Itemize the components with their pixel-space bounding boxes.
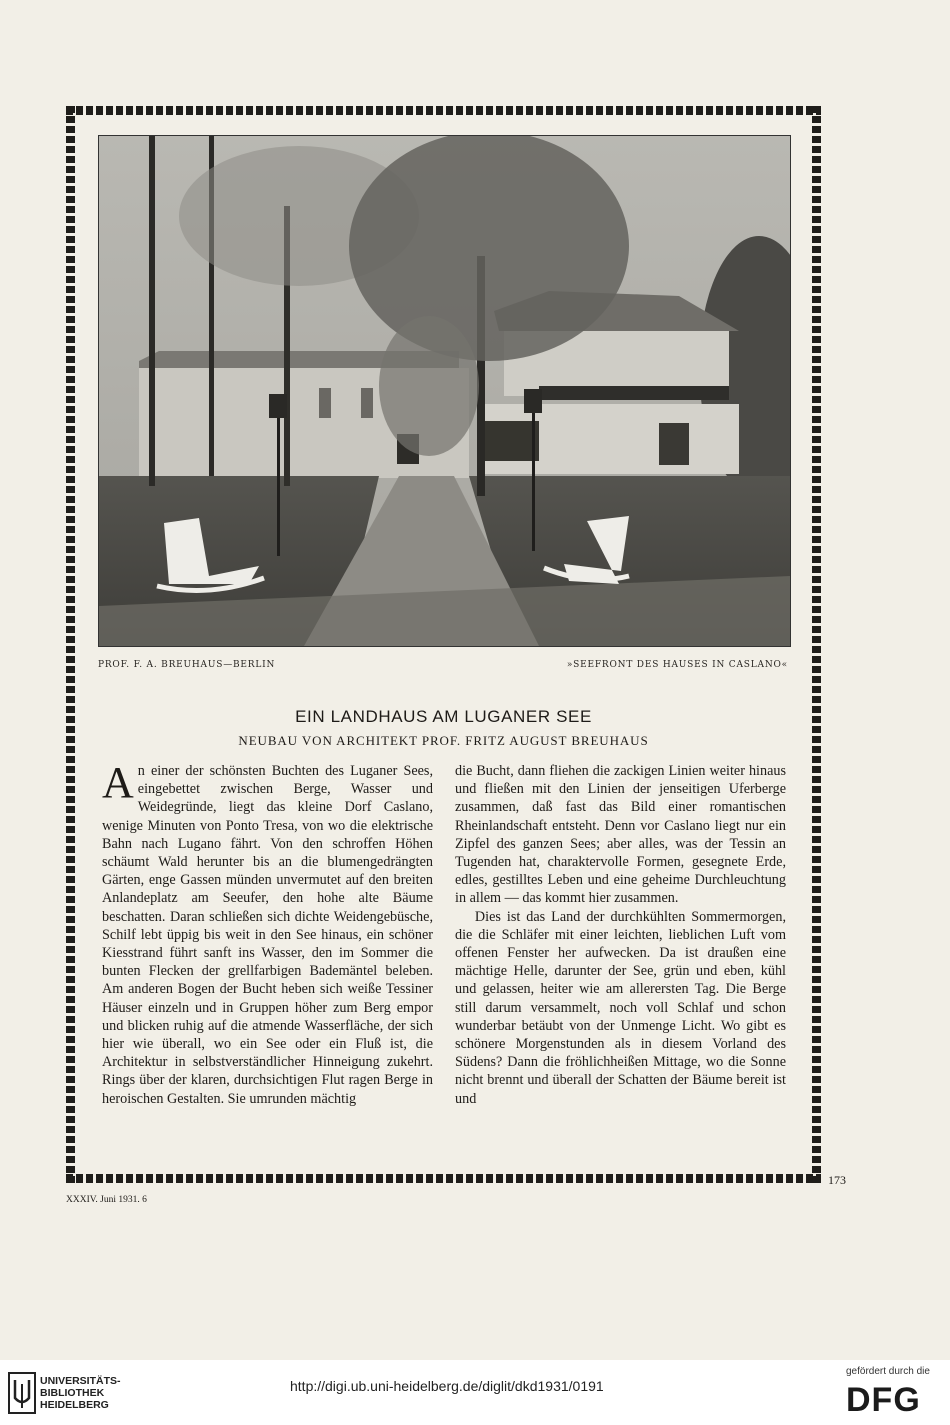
library-line-3: HEIDELBERG xyxy=(40,1399,109,1411)
page-number: 173 xyxy=(828,1173,846,1187)
library-line-1: UNIVERSITÄTS- xyxy=(40,1375,121,1387)
dfg-logo: DFG xyxy=(846,1381,921,1419)
article-title: EIN LANDHAUS AM LUGANER SEE xyxy=(295,707,592,726)
photo-credit: PROF. F. A. BREUHAUS—BERLIN xyxy=(98,660,276,670)
right-paragraph-1: die Bucht, dann fliehen die zackigen Linien weiter hinaus und fließen mit den Linien der jenseitigen Uferberge zusammen, daß fast das Bild einer romantischen Rheinlandschaft entsteht. Denn vor Caslano liegt nur ein Zipfel des ganzen Sees; aber alles, was der Tessin an Tugenden hat, charaktervolle Formen, gesegnete Erde, edles, gestilltes Leben und eine geheime Durchleuchtung in allem — das kommt hier zusammen. xyxy=(455,763,786,907)
left-paragraph xyxy=(102,758,433,1108)
right-paragraph-2: Dies ist das Land der durchkühlten Sommermorgen, die die Schläfer mit einer leichten, lieblichen Luft vom offenen Fenster her aufwecken. Da ist draußen eine mächtige Helle, darunter der See, grün und eben, kühl und gelassen, heiter wie am allerersten Tag. Die Berge still darum versammelt, noch voll Schlaf und schon wunderbar betäubt von der Unmenge Licht. Wo gibt es schönere Morgenstunden als in diesem Vorland des Südens? Dann die fröhlichheißen Mittage, wo die Sonne nicht brennt und überall der Schatten der Bäume bereit ist und xyxy=(455,908,786,1107)
photo-caption: »SEEFRONT DES HAUSES IN CASLANO« xyxy=(566,660,788,670)
issue-note: XXXIV. Juni 1931. 6 xyxy=(66,1195,147,1205)
left-column xyxy=(102,758,433,1108)
library-line-2: BIBLIOTHEK xyxy=(40,1387,105,1399)
right-column xyxy=(455,762,786,1108)
frame-top-border xyxy=(66,106,821,115)
library-name xyxy=(40,1375,121,1411)
source-url[interactable]: http://digi.ub.uni-heidelberg.de/diglit/dkd1931/0191 xyxy=(290,1378,604,1394)
house-photograph xyxy=(98,135,791,647)
sponsor-label: gefördert durch die xyxy=(846,1366,930,1377)
frame-bottom-border xyxy=(66,1174,821,1183)
drop-cap: A xyxy=(102,758,134,807)
left-paragraph-text: n einer der schönsten Buchten des Luganer Sees, eingebettet zwischen Berge, Wasser und Weidegründe, liegt das kleine Dorf Caslano, wenige Minuten von Ponto Tresa, von wo die elektrische Bahn nach Lugano fährt. Von den schroffen Höhen schäumt Wald herunter bis an die blumengedrängten Gärten, enge Gassen münden unvermutet auf den breiten Anlandeplatz am Seeufer, den hohe alte Bäume beschatten. Daran schließen sich dichte Weidengebüsche, Schilf lebt üppig bis weit in den See hinaus, ein schöner Kiesstrand führt sanft ins Wasser, den im Sommer die bunten Flecken der grellfarbigen Bademäntel beleben. Am anderen Bogen der Bucht heben sich weiße Tessiner Häuser einzeln und in Gruppen höher zum Berg empor und blicken ruhig auf die atmende Wasserfläche, der sich hier wie überall, wo ein See oder ein Fluß ist, die Architektur in selbstverständlicher Hinneigung zukehrt. Rings über der klaren, durchsichtigen Flut ragen Berge in heroischen Gestalten. Sie umrunden mächtig xyxy=(102,763,433,1107)
frame-left-border xyxy=(66,106,75,1183)
ub-heidelberg-logo-icon xyxy=(8,1372,36,1414)
article-subtitle: NEUBAU VON ARCHITEKT PROF. FRITZ AUGUST BREUHAUS xyxy=(238,733,649,748)
frame-right-border xyxy=(812,106,821,1183)
